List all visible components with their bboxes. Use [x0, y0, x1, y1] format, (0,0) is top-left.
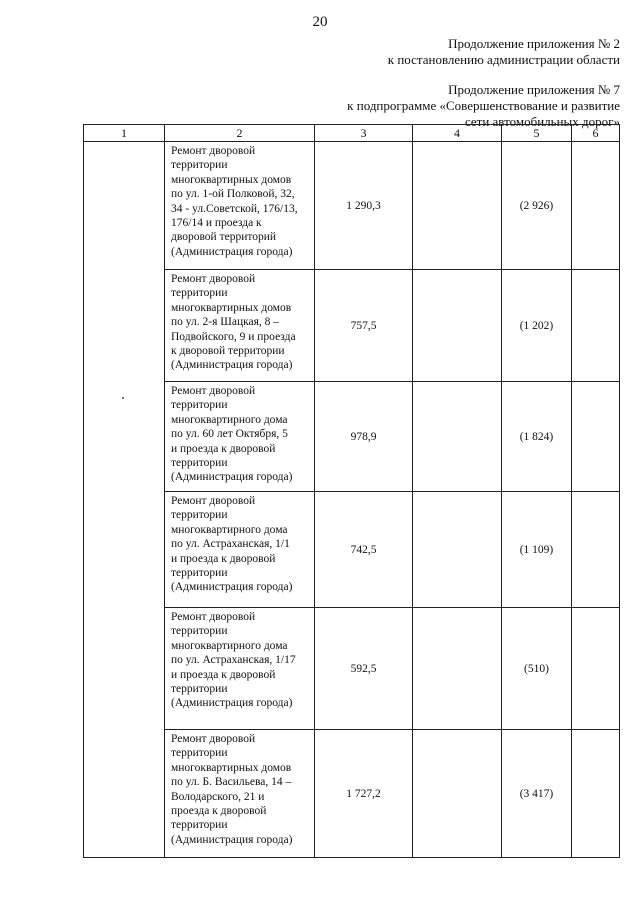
appendix-header-2-line2: к постановлению администрации области [387, 52, 620, 67]
desc-line: и проезда к дворовой [171, 552, 276, 565]
col6-cell [572, 730, 620, 858]
change-cell: (3 417) [502, 730, 572, 858]
desc-line: многоквартирных домов [171, 173, 292, 186]
change-cell: (510) [502, 608, 572, 730]
work-description [165, 730, 315, 858]
table-row [84, 382, 620, 492]
desc-line: Ремонт дворовой [171, 495, 256, 507]
page-number: 20 [312, 14, 328, 30]
table-row [84, 608, 620, 730]
work-description [165, 142, 315, 270]
desc-line: (Администрация города) [171, 833, 293, 846]
col6-cell [572, 142, 620, 270]
desc-line: (Администрация города) [171, 359, 293, 372]
desc-line: 34 - ул.Советской, 176/13, [171, 202, 298, 215]
desc-line: территории [171, 399, 228, 412]
desc-line: (Администрация города) [171, 471, 293, 484]
column-header: 5 [502, 125, 572, 142]
desc-line: территории [171, 625, 228, 638]
change-cell: (1 824) [502, 382, 572, 492]
table-row [84, 270, 620, 382]
appendix-header-7-line3: сети автомобильных дорог» [464, 114, 620, 129]
desc-line: (Администрация города) [171, 245, 293, 258]
column-header: 4 [413, 125, 502, 142]
column-header: 1 [84, 125, 165, 142]
appendix-header-7-line1: Продолжение приложения № 7 [448, 82, 620, 97]
desc-line: территории [171, 509, 228, 522]
table-row [84, 730, 620, 858]
desc-line: дворовой территорий [171, 231, 277, 244]
desc-line: по ул. Астраханская, 1/17 [171, 654, 296, 667]
desc-line: Володарского, 21 и [171, 790, 265, 803]
desc-line: территории [171, 747, 228, 760]
desc-line: многоквартирного дома [171, 523, 288, 536]
column-header: 2 [165, 125, 315, 142]
desc-line: Ремонт дворовой [171, 145, 256, 157]
table-header-row [84, 125, 620, 142]
table-row [84, 142, 620, 270]
amount-cell: 1 290,3 [315, 142, 413, 270]
col4-cell [413, 492, 502, 608]
amount-cell: 592,5 [315, 608, 413, 730]
work-description [165, 382, 315, 492]
desc-line: 176/14 и проезда к [171, 217, 262, 230]
col6-cell [572, 382, 620, 492]
desc-line: территории [171, 567, 228, 580]
amount-cell: 757,5 [315, 270, 413, 382]
change-cell: (1 109) [502, 492, 572, 608]
appendix-header-7 [347, 82, 620, 130]
amount-cell: 1 727,2 [315, 730, 413, 858]
scan-speck [122, 397, 124, 399]
appendix-header-2-line1: Продолжение приложения № 2 [448, 36, 620, 51]
col4-cell [413, 608, 502, 730]
desc-line: многоквартирного дома [171, 639, 288, 652]
desc-line: к дворовой территории [171, 345, 285, 358]
desc-line: и проезда к дворовой [171, 668, 276, 681]
desc-line: территории [171, 159, 228, 172]
desc-line: (Администрация города) [171, 697, 293, 710]
work-description [165, 492, 315, 608]
desc-line: территории [171, 683, 228, 696]
desc-line: многоквартирных домов [171, 301, 292, 314]
amount-cell: 978,9 [315, 382, 413, 492]
desc-line: территории [171, 819, 228, 832]
desc-line: многоквартирных домов [171, 761, 292, 774]
desc-line: по ул. Б. Васильева, 14 – [171, 776, 292, 789]
desc-line: (Администрация города) [171, 581, 293, 594]
col6-cell [572, 492, 620, 608]
desc-line: Ремонт дворовой [171, 733, 256, 745]
program-table [83, 124, 620, 858]
desc-line: Ремонт дворовой [171, 611, 256, 623]
merged-col1-cell [84, 142, 165, 858]
appendix-header-7-line2: к подпрограмме «Совершенствование и развитие [347, 98, 620, 113]
work-description [165, 270, 315, 382]
col4-cell [413, 730, 502, 858]
desc-line: по ул. 2-я Шацкая, 8 – [171, 316, 280, 329]
col4-cell [413, 142, 502, 270]
col6-cell [572, 608, 620, 730]
desc-line: Ремонт дворовой [171, 385, 256, 397]
col6-cell [572, 270, 620, 382]
desc-line: по ул. 1-ой Полковой, 32, [171, 188, 295, 201]
desc-line: по ул. 60 лет Октября, 5 [171, 428, 288, 441]
desc-line: проезда к дворовой [171, 805, 267, 818]
desc-line: территории [171, 457, 228, 470]
desc-line: Ремонт дворовой [171, 273, 256, 285]
desc-line: многоквартирного дома [171, 413, 288, 426]
amount-cell: 742,5 [315, 492, 413, 608]
table-row [84, 492, 620, 608]
desc-line: Подвойского, 9 и проезда [171, 330, 296, 343]
col4-cell [413, 382, 502, 492]
work-description [165, 608, 315, 730]
appendix-header-2 [388, 36, 620, 68]
change-cell: (2 926) [502, 142, 572, 270]
desc-line: территории [171, 287, 228, 300]
desc-line: и проезда к дворовой [171, 442, 276, 455]
change-cell: (1 202) [502, 270, 572, 382]
col4-cell [413, 270, 502, 382]
column-header: 3 [315, 125, 413, 142]
column-header: 6 [572, 125, 620, 142]
desc-line: по ул. Астраханская, 1/1 [171, 538, 290, 551]
